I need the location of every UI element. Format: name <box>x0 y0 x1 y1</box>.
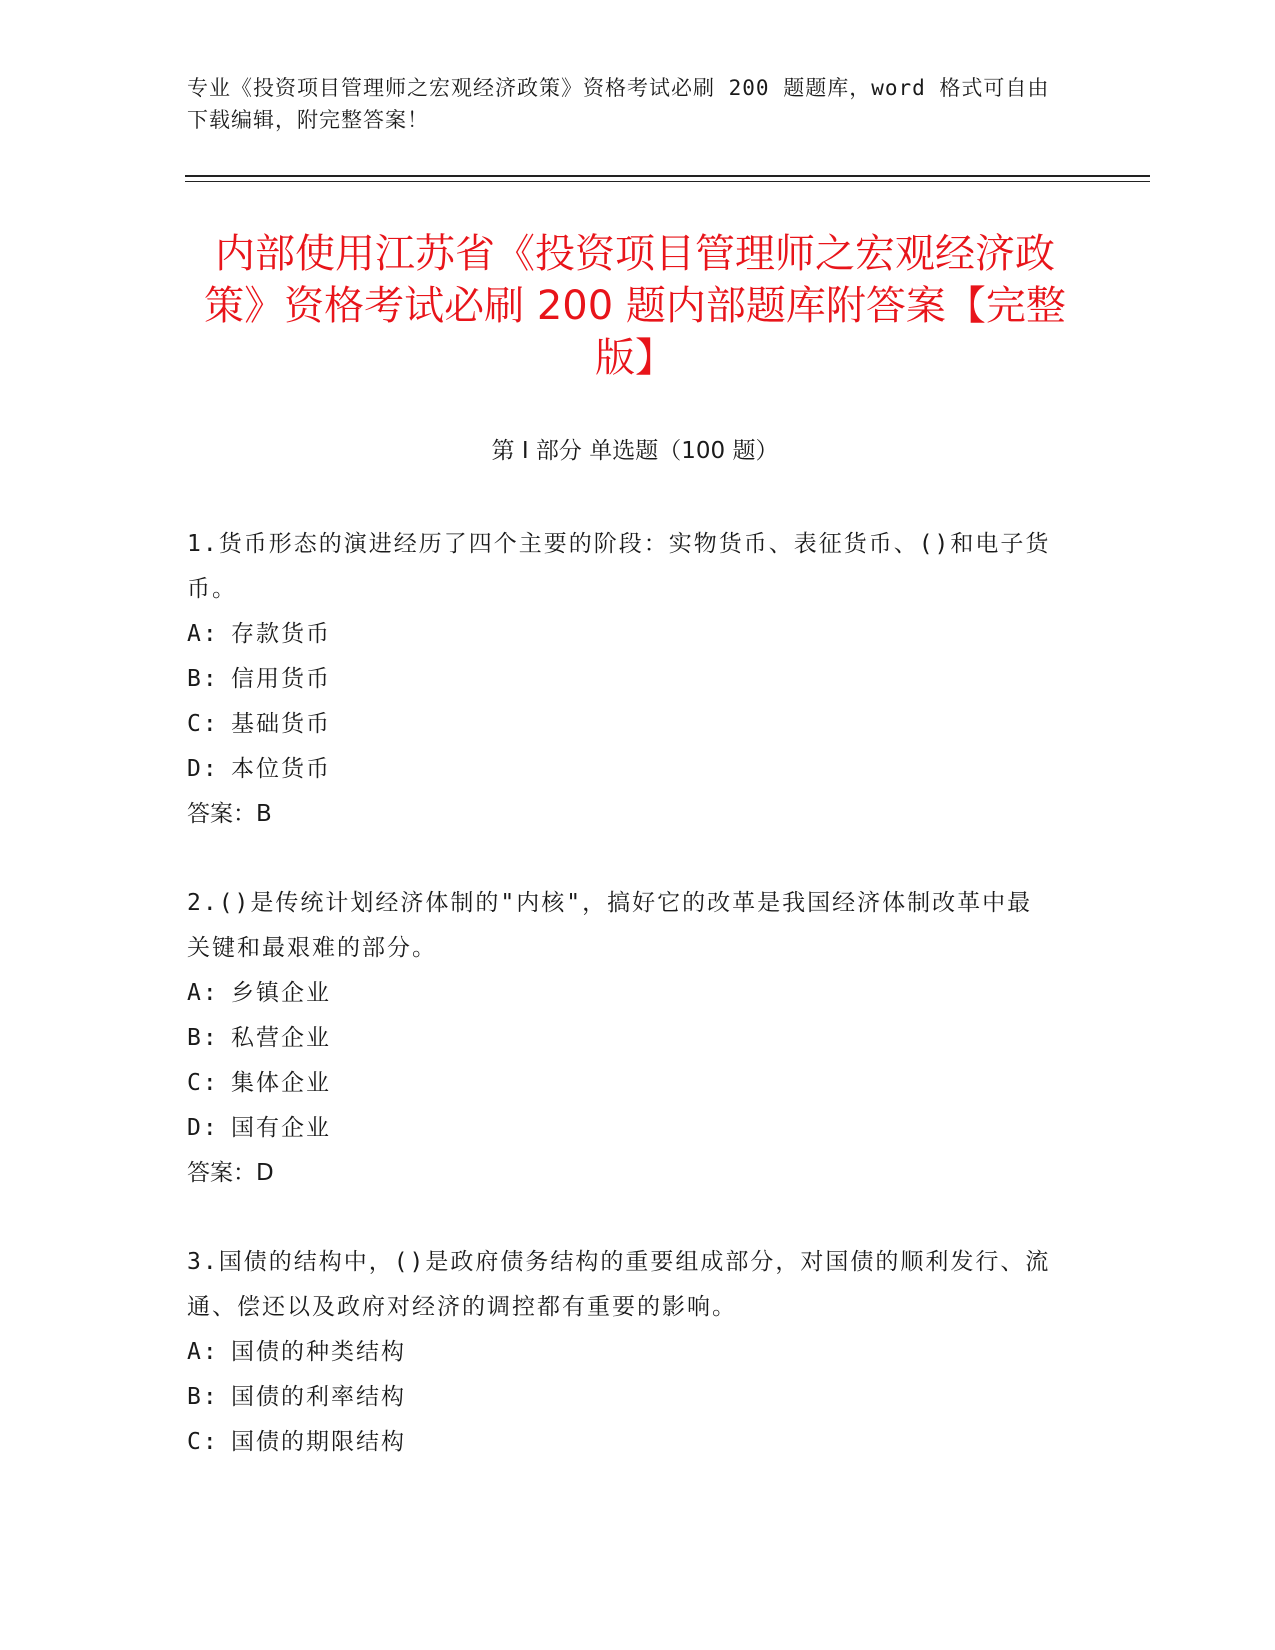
header-divider-thin <box>185 181 1150 182</box>
option-text: 国债的利率结构 <box>231 1384 406 1410</box>
option-text: 集体企业 <box>231 1070 331 1096</box>
question-stem: 3.国债的结构中，()是政府债务结构的重要组成部分，对国债的顺利发行、流通、偿还以及政府对经济的调控都有重要的影响。 <box>187 1249 1051 1320</box>
question-1 <box>187 522 1057 837</box>
option-label: C: <box>187 1429 219 1455</box>
question-stem: 1.货币形态的演进经历了四个主要的阶段：实物货币、表征货币、()和电子货币。 <box>187 531 1051 602</box>
option-text: 乡镇企业 <box>231 980 331 1006</box>
option-text: 私营企业 <box>231 1025 331 1051</box>
option-b <box>187 1375 1057 1420</box>
option-label: D: <box>187 756 219 782</box>
option-label: B: <box>187 1384 219 1410</box>
option-c <box>187 1061 1057 1106</box>
option-c <box>187 702 1057 747</box>
option-label: C: <box>187 711 219 737</box>
section-title: 第 I 部分 单选题（100 题） <box>491 438 779 464</box>
option-d <box>187 1106 1057 1151</box>
option-text: 国有企业 <box>231 1115 331 1141</box>
document-title: 内部使用江苏省《投资项目管理师之宏观经济政策》资格考试必刷 200 题内部题库附答案【完整版】 <box>204 231 1066 381</box>
option-a <box>187 1330 1057 1375</box>
option-label: A: <box>187 1339 219 1365</box>
option-a <box>187 612 1057 657</box>
question-stem: 2.()是传统计划经济体制的"内核"，搞好它的改革是我国经济体制改革中最关键和最艰难的部分。 <box>187 890 1033 961</box>
option-a <box>187 971 1057 1016</box>
question-list <box>187 522 1057 1509</box>
option-label: C: <box>187 1070 219 1096</box>
option-d <box>187 747 1057 792</box>
option-b <box>187 1016 1057 1061</box>
option-label: A: <box>187 980 219 1006</box>
option-label: A: <box>187 621 219 647</box>
header-divider-thick <box>185 175 1150 177</box>
question-2 <box>187 881 1057 1196</box>
option-text: 信用货币 <box>231 666 331 692</box>
option-text: 国债的期限结构 <box>231 1429 406 1455</box>
option-text: 存款货币 <box>231 621 331 647</box>
option-text: 基础货币 <box>231 711 331 737</box>
question-3 <box>187 1240 1057 1465</box>
header-note: 专业《投资项目管理师之宏观经济政策》资格考试必刷 200 题题库，word 格式可自由下载编辑，附完整答案！ <box>187 76 1050 132</box>
option-label: B: <box>187 666 219 692</box>
option-c <box>187 1420 1057 1465</box>
option-text: 国债的种类结构 <box>231 1339 406 1365</box>
option-text: 本位货币 <box>231 756 331 782</box>
option-label: D: <box>187 1115 219 1141</box>
answer-line: 答案：D <box>187 1160 274 1186</box>
option-label: B: <box>187 1025 219 1051</box>
option-b <box>187 657 1057 702</box>
answer-line: 答案：B <box>187 801 272 827</box>
